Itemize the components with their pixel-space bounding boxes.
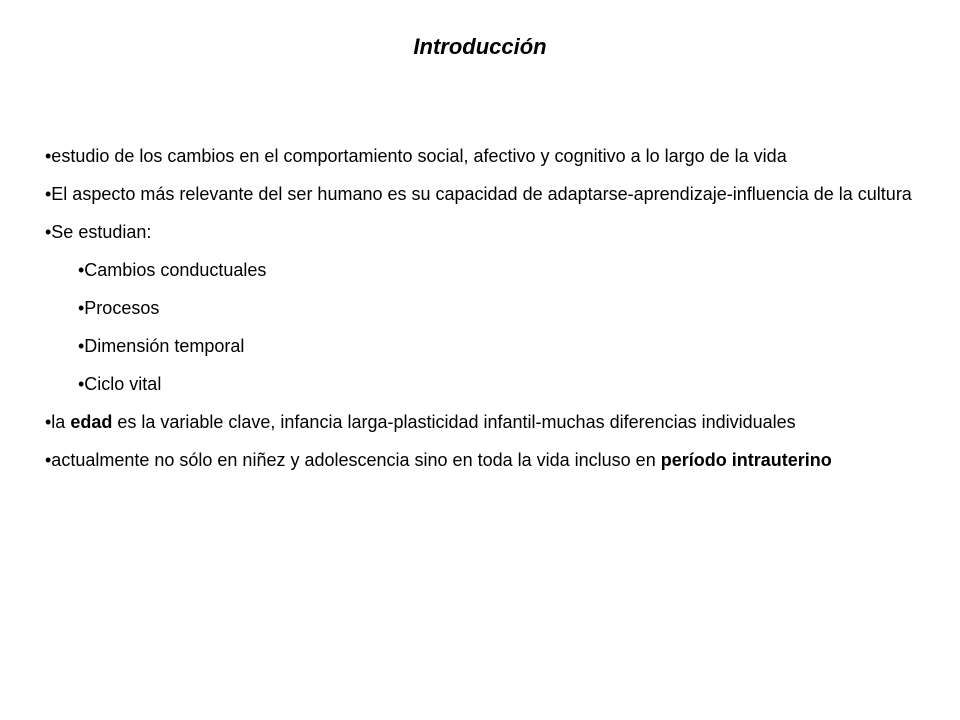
sub-bullet-item: •Cambios conductuales xyxy=(78,260,267,280)
bullet-text: •actualmente no sólo en niñez y adolescencia sino en toda la vida incluso en xyxy=(45,450,661,470)
bullet-emphasis: período intrauterino xyxy=(660,450,832,470)
bullet-item xyxy=(45,403,919,441)
slide-body xyxy=(45,137,919,479)
bullet-text: es la variable clave, infancia larga-plasticidad infantil-muchas diferencias individuales xyxy=(112,412,796,432)
sub-bullet-item: •Ciclo vital xyxy=(78,374,162,394)
bullet-emphasis: edad xyxy=(70,412,113,432)
bullet-item: •El aspecto más relevante del ser humano es su capacidad de adaptarse-aprendizaje-influencia de la cultura xyxy=(45,184,912,204)
sub-bullet-item: •Dimensión temporal xyxy=(78,336,245,356)
bullet-item: •estudio de los cambios en el comportamiento social, afectivo y cognitivo a lo largo de la vida xyxy=(45,146,787,166)
bullet-item: •Se estudian: xyxy=(45,222,152,242)
bullet-text: •la xyxy=(45,412,71,432)
bullet-item xyxy=(45,441,919,479)
slide-title: Introducción xyxy=(413,34,547,59)
sub-bullet-item: •Procesos xyxy=(78,298,160,318)
